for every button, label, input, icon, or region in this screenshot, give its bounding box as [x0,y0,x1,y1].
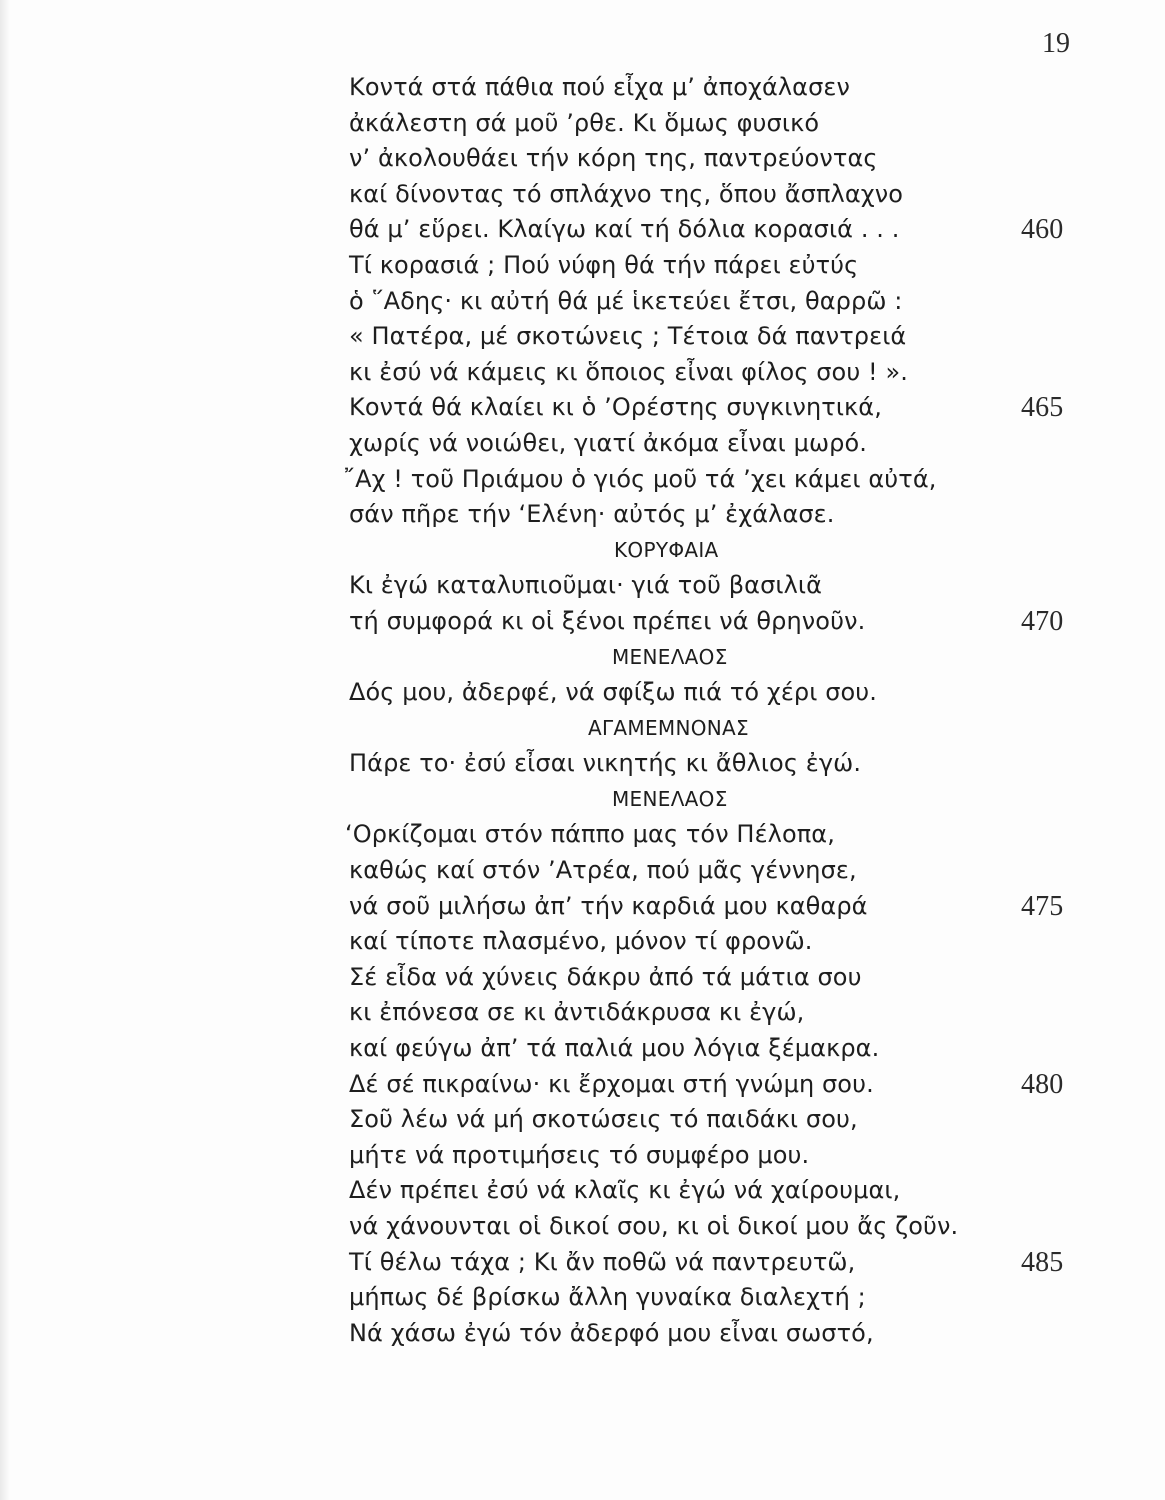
verse-line [349,746,989,782]
speaker-name [349,782,989,818]
verse-line [349,1245,1064,1281]
verse-line [349,1138,989,1174]
verse-line [349,1316,989,1352]
verse-text: Δός μου, ἀδερφέ, νά σφίξω πιά τό χέρι σου. [349,678,878,707]
verse-line [349,1102,989,1138]
verse-line [349,248,989,284]
verse-line [349,1209,989,1245]
verse-text: Κοντά θά κλαίει κι ὁ ’Ορέστης συγκινητικά, [349,393,882,422]
verse-text: Νά χάσω ἐγώ τόν ἀδερφό μου εἶναι σωστό, [349,1318,874,1347]
verse-text: κι ἐσύ νά κάμεις κι ὅποιος εἶναι φίλος σου ! ». [349,357,909,386]
verse-line [349,426,989,462]
verse-text: Κι ἐγώ καταλυπιοῦμαι· γιά τοῦ βασιλιᾶ [349,571,823,600]
verse-text-block [343,70,1064,1351]
verse-line [349,177,989,213]
verse-line [349,995,989,1031]
verse-text: καθώς καί στόν ’Ατρέα, πού μᾶς γέννησε, [349,856,857,885]
verse-line [349,141,989,177]
speaker-label: ΜΕΝΕΛΑΟΣ [612,786,728,811]
verse-text: νά χάνουνται οἱ δικοί σου, κι οἱ δικοί μου ἄς ζοῦν. [349,1212,959,1240]
verse-text: μήτε νά προτιμήσεις τό συμφέρο μου. [349,1140,810,1169]
verse-line [345,817,989,853]
verse-line [349,1280,989,1316]
speaker-name [349,640,989,676]
line-number: 465 [1021,392,1064,424]
verse-line [349,212,1064,248]
verse-text: μήπως δέ βρίσκω ἄλλη γυναίκα διαλεχτή ; [349,1283,866,1312]
verse-text: Πάρε το· ἐσύ εἶσαι νικητής κι ἄθλιος ἐγώ. [349,749,862,778]
speaker-label: ΚΟΡΥΦΑΙΑ [614,537,719,562]
speaker-label: ΜΕΝΕΛΑΟΣ [612,644,728,669]
verse-line [349,1067,1064,1103]
verse-text: κι ἐπόνεσα σε κι ἀντιδάκρυσα κι ἐγώ, [349,998,805,1027]
verse-line [349,284,989,320]
verse-line [349,70,989,106]
verse-text: θά μ’ εὕρει. Κλαίγω καί τή δόλια κορασιά . . . [349,215,900,244]
verse-line [349,355,989,391]
line-number: 485 [1021,1246,1064,1278]
speaker-name [349,533,989,569]
verse-text: Σέ εἶδα νά χύνεις δάκρυ ἀπό τά μάτια σου [349,962,862,991]
verse-line [349,497,989,533]
verse-line [343,462,989,498]
verse-text: Δέ σέ πικραίνω· κι ἔρχομαι στή γνώμη σου. [349,1069,874,1098]
verse-text: καί δίνοντας τό σπλάχνο της, ὅπου ἄσπλαχνο [349,179,904,208]
verse-text: ‘Ορκίζομαι στόν πάππο μας τόν Πέλοπα, [345,820,835,849]
line-number: 480 [1021,1068,1064,1100]
verse-text: χωρίς νά νοιώθει, γιατί ἀκόμα εἶναι μωρό. [349,428,868,457]
verse-text: Κοντά στά πάθια πού εἶχα μ’ ἀποχάλασεν [349,73,850,101]
verse-line [349,604,1064,640]
verse-text: καί φεύγω ἀπ’ τά παλιά μου λόγια ξέμακρα. [349,1034,880,1063]
verse-line [349,568,989,604]
page-edge-shadow [0,0,10,1500]
verse-line [349,853,989,889]
verse-text: καί τίποτε πλασμένο, μόνον τί φρονῶ. [349,927,813,956]
verse-text: ν’ ἀκολουθάει τήν κόρη της, παντρεύοντας [349,144,878,173]
verse-line [349,924,989,960]
line-number: 475 [1021,890,1064,922]
line-number: 470 [1021,605,1064,637]
verse-text: Τί κορασιά ; Πού νύφη θά τήν πάρει εὐτύς [349,250,859,279]
verse-text: σάν πῆρε τήν ‘Ελένη· αὐτός μ’ ἐχάλασε. [349,500,835,529]
verse-line [349,319,989,355]
verse-line [349,960,989,996]
verse-text: ἀκάλεστη σά μοῦ ’ρθε. Κι ὅμως φυσικό [349,108,820,137]
speaker-name [349,711,989,747]
line-number: 460 [1021,214,1064,246]
verse-text: Δέν πρέπει ἐσύ νά κλαῖς κι ἐγώ νά χαίρουμαι, [349,1176,901,1205]
verse-line [349,390,1064,426]
page-number: 19 [1042,28,1070,59]
verse-line [349,1031,989,1067]
verse-line [349,675,989,711]
verse-line [349,1173,989,1209]
speaker-label: ΑΓΑΜΕΜΝΟΝΑΣ [588,715,749,740]
verse-text: τή συμφορά κι οἱ ξένοι πρέπει νά θρηνοῦν. [349,606,866,635]
verse-text: Τί θέλω τάχα ; Κι ἄν ποθῶ νά παντρευτῶ, [349,1247,856,1276]
verse-text: νά σοῦ μιλήσω ἀπ’ τήν καρδιά μου καθαρά [349,891,868,920]
verse-text: ῎Αχ ! τοῦ Πριάμου ὁ γιός μοῦ τά ’χει κάμει αὐτά, [343,464,937,493]
verse-line [349,106,989,142]
verse-line [349,889,1064,925]
verse-text: Σοῦ λέω νά μή σκοτώσεις τό παιδάκι σου, [349,1105,858,1134]
verse-text: « Πατέρα, μέ σκοτώνεις ; Τέτοια δά παντρειά [349,322,907,351]
verse-text: ὁ ῞Αδης· κι αὐτή θά μέ ἱκετεύει ἔτσι, θαρρῶ : [349,286,903,315]
